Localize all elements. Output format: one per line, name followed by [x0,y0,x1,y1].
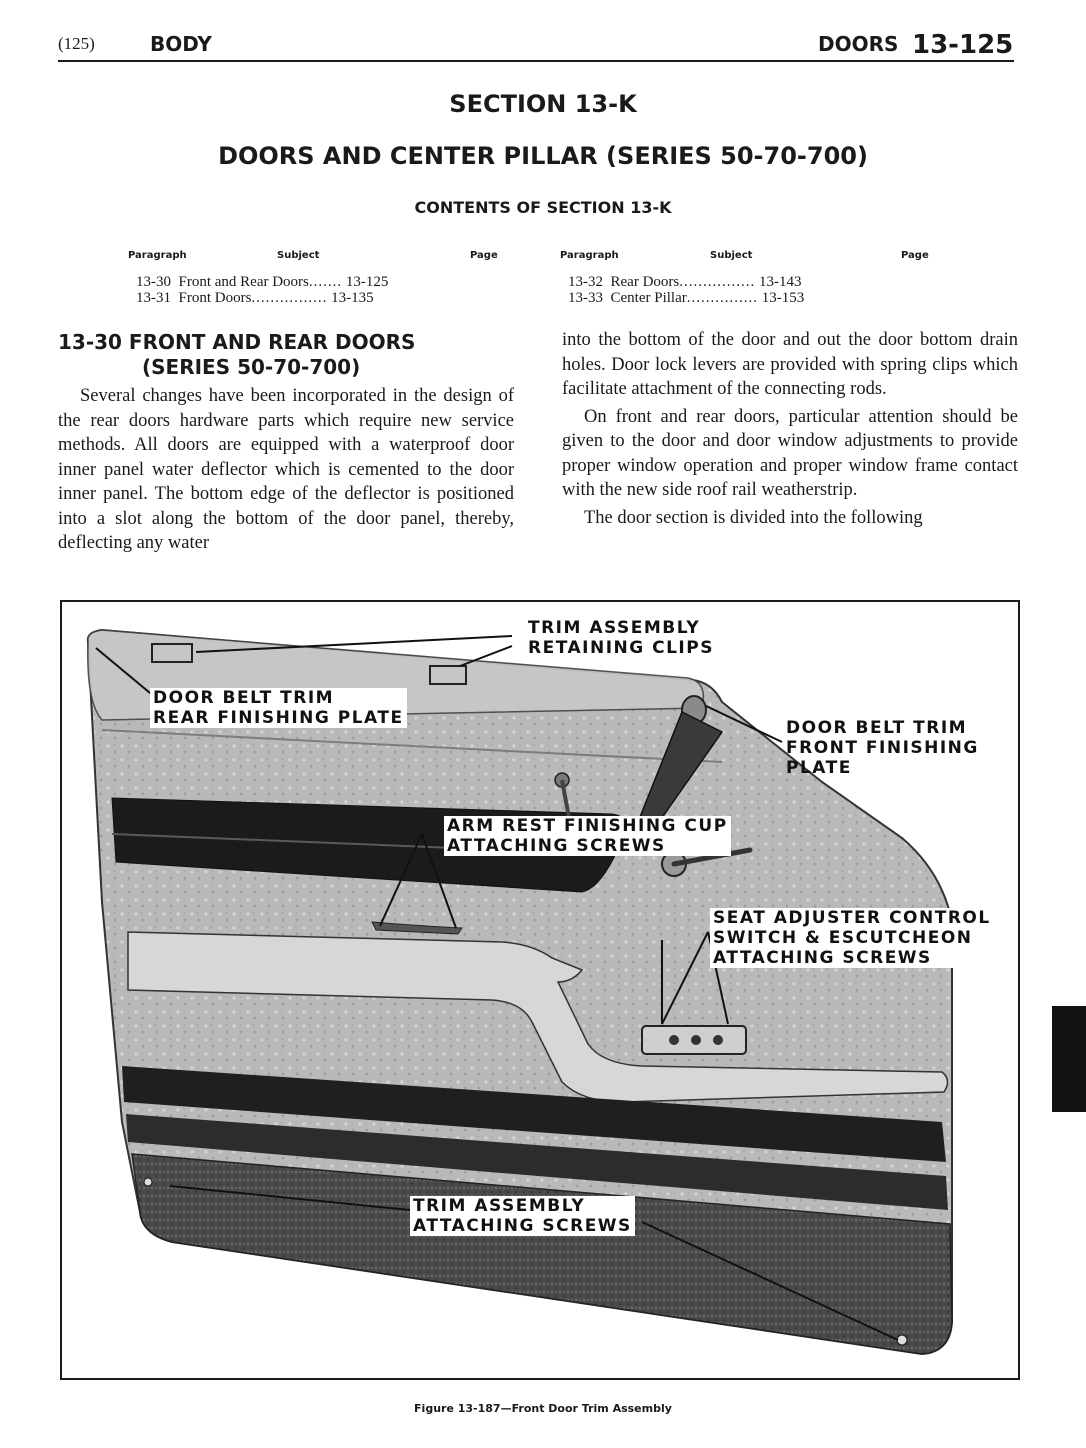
toc-header-paragraph: Paragraph [128,250,187,261]
body-column-left [58,384,514,556]
body-column-right [562,328,1018,530]
toc-header-subject: Subject [710,250,753,261]
header-section-left: BODY [150,32,212,56]
figure-caption: Figure 13-187—Front Door Trim Assembly [414,1402,672,1415]
toc-paragraph: 13-33 [568,290,603,306]
body-paragraph: into the bottom of the door and out the door bottom drain holes. Door lock levers are provided with spring clips which facilitate attachment of the connecting rods. [562,330,1018,399]
toc-header-subject: Subject [277,250,320,261]
body-paragraph: The door section is divided into the following [584,507,923,528]
toc-subject: Rear Doors [610,274,680,290]
toc-paragraph: 13-31 [136,290,171,306]
seat-switch-button [713,1035,723,1045]
callout-rear-finishing-plate: DOOR BELT TRIM REAR FINISHING PLATE [150,688,407,728]
toc-row [136,290,374,307]
trim-attaching-screw [897,1335,907,1345]
toc-subject: Center Pillar [610,290,687,306]
header-rule [58,60,1014,62]
toc-row [136,274,388,291]
header-page-number-left: (125) [58,34,95,53]
toc-row [568,290,804,307]
seat-switch-button [691,1035,701,1045]
trim-attaching-screw [144,1178,152,1186]
thumb-index-tab [1052,1006,1086,1112]
callout-retaining-clips: TRIM ASSEMBLY RETAINING CLIPS [528,618,714,658]
contents-title: CONTENTS OF SECTION 13-K [414,198,672,217]
paragraph-heading-line2: (SERIES 50-70-700) [142,355,361,379]
toc-leader: ....... [308,274,343,290]
toc-leader: ................ [251,290,328,306]
toc-page: 13-135 [331,290,374,306]
callout-trim-attaching-screws: TRIM ASSEMBLY ATTACHING SCREWS [410,1196,635,1236]
header-section-right: DOORS [818,32,899,56]
body-paragraph: Several changes have been incorporated in the design of the rear doors hardware parts which require new service methods. All doors are equipped with a waterproof door inner panel water deflector which is cemented to the door inner panel. The bottom edge of the deflector is positioned into a slot along the bottom of the door panel, thereby, deflecting any water [58,386,514,553]
callout-seat-adjuster: SEAT ADJUSTER CONTROL SWITCH & ESCUTCHEON ATTACHING SCREWS [710,908,994,968]
toc-header-paragraph: Paragraph [560,250,619,261]
toc-header-page: Page [901,250,929,261]
paragraph-heading-line1: 13-30 FRONT AND REAR DOORS [58,330,416,354]
body-paragraph: On front and rear doors, particular attention should be given to the door and door window adjustments to provide proper window operation and proper window frame contact with the new side roof rail weatherstrip. [562,406,1018,500]
toc-page: 13-153 [761,290,805,306]
toc-row [568,274,801,291]
toc-leader: ................ [679,274,756,290]
header-page-number-right: 13-125 [912,30,1014,60]
toc-subject: Front Doors [178,290,252,306]
figure-frame [60,600,1020,1380]
toc-paragraph: 13-32 [568,274,603,290]
paragraph-heading [58,330,415,380]
toc-page: 13-125 [345,274,389,290]
toc-header-page: Page [470,250,498,261]
toc-subject: Front and Rear Doors [178,274,309,290]
section-title: SECTION 13-K [449,90,637,118]
toc-leader: ............... [686,290,758,306]
toc-page: 13-143 [758,274,802,290]
toc-paragraph: 13-30 [136,274,171,290]
seat-switch-button [669,1035,679,1045]
callout-front-finishing-plate: DOOR BELT TRIM FRONT FINISHING PLATE [786,718,979,778]
callout-arm-rest-screws: ARM REST FINISHING CUP ATTACHING SCREWS [444,816,731,856]
section-subtitle: DOORS AND CENTER PILLAR (SERIES 50-70-700) [218,142,868,170]
